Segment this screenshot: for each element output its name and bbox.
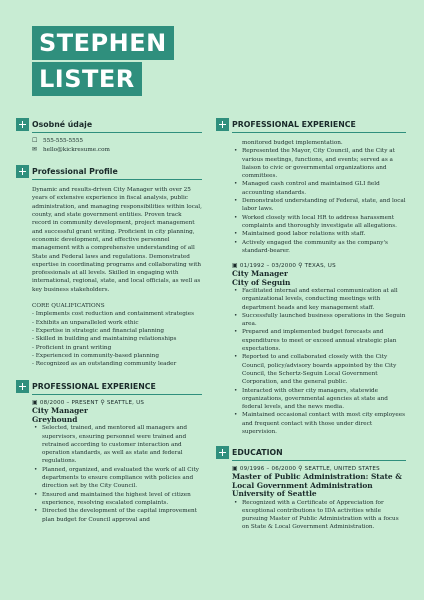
list-item: • Reported to and collaborated closely with the City Council, policy/advisory boards appointed by the City Council, the Schertz-Seguin Local Government Corporation, and the general public. xyxy=(232,353,406,386)
job-title: City Manager xyxy=(232,269,288,279)
job-employer: Greyhound xyxy=(32,414,78,424)
list-item: • Prepared and implemented budget forecasts and expenditures to meet or exceed annual strategic plan expectations. xyxy=(232,328,406,353)
plus-square-icon xyxy=(16,380,29,393)
right-column xyxy=(216,118,406,532)
experience-section-header xyxy=(16,380,202,395)
calendar-icon: ▣ xyxy=(32,399,38,407)
phone-line xyxy=(32,137,202,146)
plus-square-icon xyxy=(216,118,229,131)
list-item: • Managed cash control and maintained GLI field accounting standards. xyxy=(232,180,406,197)
plus-square-icon xyxy=(16,118,29,131)
last-name: LISTER xyxy=(32,62,142,96)
list-item: • Directed the development of the capital improvement plan budget for Council approval and xyxy=(32,507,202,524)
job-bullets xyxy=(232,147,406,255)
list-item: • Worked closely with local HR to address harassment complaints and thoroughly investigate all allegations. xyxy=(232,214,406,231)
name-block xyxy=(32,26,174,98)
experience-heading: PROFESSIONAL EXPERIENCE xyxy=(232,120,356,129)
core-qualifications-heading: CORE QUALIFICATIONS xyxy=(32,303,105,310)
phone-value: 555-555-5555 xyxy=(43,138,84,144)
list-item: • Successfully launched business operations in the Seguin area. xyxy=(232,312,406,329)
list-item: monitored budget implementation. xyxy=(242,140,343,146)
experience-continued-header xyxy=(216,118,406,133)
section-divider xyxy=(32,179,202,180)
location-pin-icon: ⚲ xyxy=(298,262,303,270)
job-title: City Manager xyxy=(32,406,88,416)
list-item: • Selected, trained, and mentored all managers and supervisors, ensuring personnel were trained and retrained according to customer interaction and operation standards, as well as state and federal regulations. xyxy=(32,424,202,465)
list-item: • Interacted with other city managers, statewide organizations, governmental agencies at state and federal levels, and the news media. xyxy=(232,387,406,412)
list-item: • Facilitated internal and external communication at all organizational levels, conducting meetings with department heads and key management staff. xyxy=(232,287,406,312)
job-location: TEXAS, US xyxy=(304,263,336,270)
education-school: University of Seattle xyxy=(232,489,317,499)
plus-square-icon xyxy=(216,446,229,459)
list-item: • Actively engaged the community as the company's standard-bearer. xyxy=(232,239,406,256)
mail-icon: ✉ xyxy=(32,145,38,153)
profile-section-header xyxy=(16,165,202,180)
left-column xyxy=(16,118,202,524)
section-divider xyxy=(32,394,202,395)
core-item: - Proficient in grant writing xyxy=(32,344,112,351)
core-item: - Recognized as an outstanding community leader xyxy=(32,361,177,368)
education-degree: Master of Public Administration: State & Local Government Administration xyxy=(232,472,402,490)
core-item: - Expertise in strategic and financial planning xyxy=(32,327,165,334)
experience-heading: PROFESSIONAL EXPERIENCE xyxy=(32,382,156,392)
core-item: - Implements cost reduction and containment strategies xyxy=(32,311,194,318)
job-bullets xyxy=(232,287,406,436)
location-pin-icon: ⚲ xyxy=(298,465,303,473)
personal-heading: Osobné údaje xyxy=(32,120,93,129)
calendar-icon: ▣ xyxy=(232,262,238,270)
calendar-icon: ▣ xyxy=(232,465,238,473)
job-employer: City of Seguin xyxy=(232,277,291,287)
list-item: • Maintained good labor relations with staff. xyxy=(232,230,406,238)
education-dates: 09/1996 – 06/2000 xyxy=(239,466,297,473)
list-item: • Represented the Mayor, City Council, and the City at various meetings, functions, and events; served as a liaison to civic or governmental organizations and committees. xyxy=(232,147,406,180)
job-bullets-continued xyxy=(232,139,406,147)
education-location: SEATTLE, UNITED STATES xyxy=(304,466,380,473)
profile-summary: Dynamic and results-driven City Manager with over 25 years of extensive experience in fiscal analysis, public administration, and managing responsibilities within local, county, and state government entities. Proven track record in community development, project management and successful grant writing. Proficient in city planning, economic development, and effective personnel management with a comprehensive understanding of all State and Federal laws and regulations. Demonstrated expertise in coordinating programs and collaborating with professionals at all levels. Skilled in engaging with international, regional, state, and local officials, as well as key business stakeholders. xyxy=(32,187,202,293)
list-item: • Recognized with a Certificate of Appreciation for exceptional contributions to IDA activities while pursuing Master of Public Administration with a focus on State & Local Government Administration. xyxy=(232,499,406,532)
plus-square-icon xyxy=(16,165,29,178)
first-name: STEPHEN xyxy=(32,26,174,60)
job-dates: 08/2000 – PRESENT xyxy=(39,400,99,407)
section-divider xyxy=(32,132,202,133)
core-item: - Skilled in building and maintaining relationships xyxy=(32,336,177,343)
section-divider xyxy=(232,132,406,133)
profile-heading: Professional Profile xyxy=(32,167,118,177)
list-item: • Maintained occasional contact with most city employees and frequent contact with those under direct supervision. xyxy=(232,411,406,436)
job-location: SEATTLE, US xyxy=(106,400,145,407)
list-item: • Demonstrated understanding of Federal, state, and local labor laws. xyxy=(232,197,406,214)
education-bullets xyxy=(232,499,406,532)
education-section-header xyxy=(216,446,406,461)
job-bullets xyxy=(32,424,202,524)
location-pin-icon: ⚲ xyxy=(100,399,105,407)
list-item: • Ensured and maintained the highest level of citizen experience, resolving escalated complaints. xyxy=(32,491,202,508)
phone-icon: ☐ xyxy=(32,137,38,144)
list-item: • Planned, organized, and evaluated the work of all City departments to ensure compliance with policies and direction set by the City Council. xyxy=(32,466,202,491)
core-item: - Exhibits an unparalleled work ethic xyxy=(32,319,139,326)
education-heading: EDUCATION xyxy=(232,448,283,458)
core-item: - Experienced in community-based planning xyxy=(32,352,159,359)
email-value[interactable]: hello@kickresume.com xyxy=(43,146,110,153)
job-dates: 01/1992 – 03/2000 xyxy=(239,263,297,270)
email-line xyxy=(32,145,202,155)
section-divider xyxy=(232,460,406,461)
personal-section-header xyxy=(16,118,202,133)
